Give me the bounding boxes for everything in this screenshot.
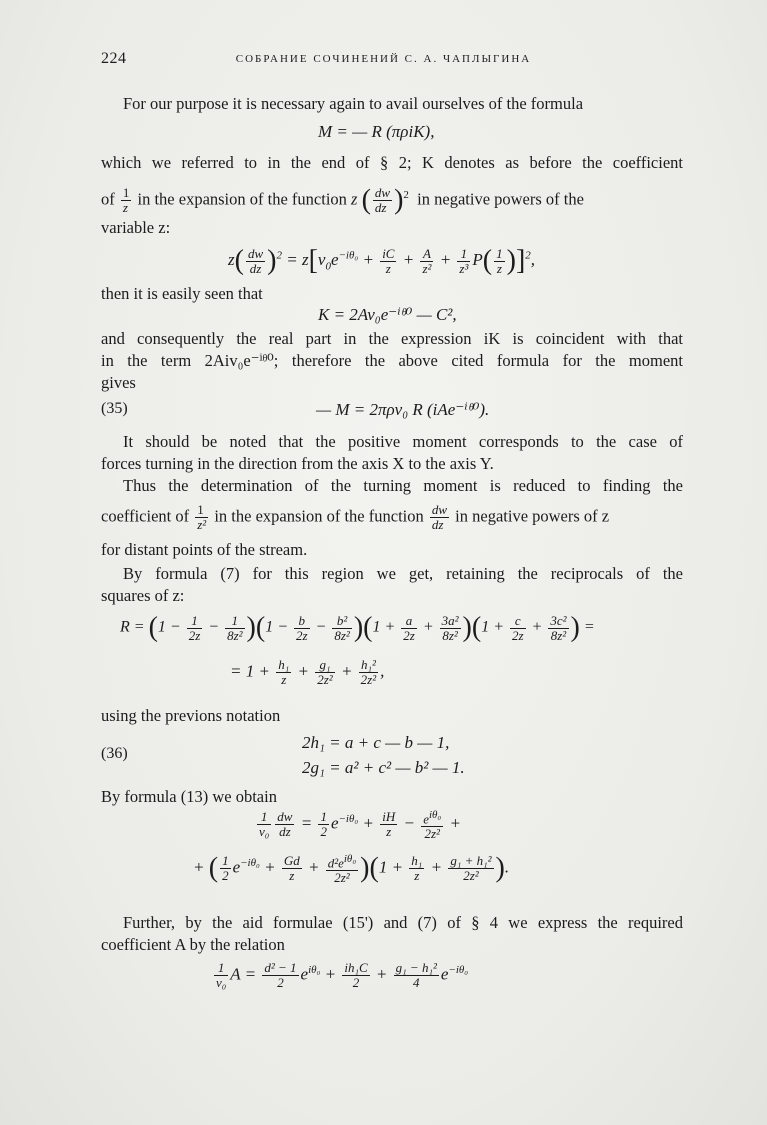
paragraph-line: squares of z: bbox=[101, 586, 185, 605]
paragraph-line: which we referred to in the end of § 2; K denotes as before the coefficient bbox=[101, 153, 683, 172]
text-fragment: in the expansion of the function bbox=[214, 506, 424, 526]
equation-expansion: z( $\frac{dw}{dz}$ )$^2 = z[v_0e^{-i\theta_0}$ + $\frac{iC}{z}$ + $\frac{A}{\text{z²}}$ + $\frac{1}{\text{z³}}$ P( $\frac{1}{z}$ )]$^2$, bbox=[228, 245, 536, 276]
equation-A: $\frac{1}{\text{v₀}}$ A = $\frac{\text{d² − 1}}{2}$ $e^{i\theta_0}$ + $\frac{\text{ih₁C}}{2}$ + $\frac{\text{g₁ − h₁²}}{4}$ $e^{-i\theta_0}$ bbox=[216, 960, 469, 990]
paragraph-line: coefficient A by the relation bbox=[101, 935, 285, 954]
equation-K: K = 2Av₀e⁻ⁱᶿ⁰ — C², bbox=[318, 305, 457, 324]
equation-36a: 2h₁ = a + c — b — 1, bbox=[302, 733, 450, 752]
equation-35: — M = 2πρv₀ R (iAe⁻ⁱᶿ⁰). bbox=[316, 400, 490, 419]
equation-R-result: = 1 + $\frac{\text{h₁}}{z}$ + $\frac{\text{g₁}}{\text{2z²}}$ + $\frac{\text{h₁²}}{\text{2z²}}$ , bbox=[230, 657, 385, 687]
paragraph-line: Thus the determination of the turning moment is reduced to finding the bbox=[123, 476, 683, 495]
equation-R: R = (1 − $\frac{1}{2z}$ − $\frac{1}{\text{8z²}}$ )(1 − $\frac{b}{2z}$ − $\frac{\text{b²}}{\text{8z²}}$ )(1 + $\frac{a}{2z}$ + $\frac{\text{3a²}}{\text{8z²}}$ )(1 + $\frac{c}{2z}$ + $\frac{\text{3c²}}{\text{8z²}}$ ) = bbox=[120, 612, 595, 643]
equation-number: (36) bbox=[101, 745, 128, 762]
page-header bbox=[0, 50, 767, 74]
paragraph-line: By formula (13) we obtain bbox=[101, 787, 277, 806]
fraction-1-over-z: $\frac{1}{z}$ bbox=[122, 185, 130, 216]
equation-moment: M = — R (πρiK), bbox=[318, 122, 435, 141]
text-fragment: coefficient of bbox=[101, 506, 190, 526]
equation-dw-dz: $\frac{1}{\text{v₀}}$ $\frac{dw}{dz}$ = $\frac{1}{2}$ $e^{-i\theta_0}$ + $\frac{iH}{z}$ − $\frac{e^{i\theta_0}}{\text{2z²}}$ + bbox=[259, 809, 461, 842]
text-fragment: in negative powers of the bbox=[417, 189, 584, 209]
paragraph-line: using the previons notation bbox=[101, 706, 281, 725]
text-fragment: of bbox=[101, 189, 115, 209]
equation-36b: 2g₁ = a² + c² — b² — 1. bbox=[302, 758, 465, 777]
running-head: СОБРАНИЕ СОЧИНЕНИЙ С. А. ЧАПЛЫГИНА bbox=[235, 53, 532, 65]
paragraph-line: It should be noted that the positive moment corresponds to the case of bbox=[123, 432, 683, 451]
equation-number: (35) bbox=[101, 400, 128, 417]
paragraph-line: forces turning in the direction from the axis X to the axis Y. bbox=[101, 454, 494, 473]
fraction-dw-dz: $\frac{dw}{dz}$ bbox=[431, 502, 448, 532]
fraction-dw-dz: $\frac{dw}{dz}$ bbox=[374, 185, 391, 216]
paragraph-line: then it is easily seen that bbox=[101, 284, 263, 303]
paragraph-line: of $\frac{1}{z}$ in the expansion of the function z ( $\frac{dw}{dz}$ )$^2$ in negative powers of the bbox=[101, 184, 584, 216]
paragraph-line bbox=[101, 503, 683, 532]
paragraph-line: for distant points of the stream. bbox=[101, 540, 308, 559]
page-number: 224 bbox=[101, 50, 127, 67]
paragraph-line: For our purpose it is necessary again to avail ourselves of the formula bbox=[123, 94, 584, 113]
equation-dw-dz-cont: + ( $\frac{1}{2}$ $e^{-i\theta_0}$ + $\frac{Gd}{z}$ + $\frac{d^2e^{i\theta_0}}{\text{2z²}}$ )(1 + $\frac{\text{h₁}}{z}$ + $\frac{\text{g₁ + h₁²}}{\text{2z²}}$ ). bbox=[193, 852, 510, 886]
fraction-1-over-z2: $\frac{1}{\text{z²}}$ bbox=[197, 502, 207, 532]
paragraph-line: in the term 2Aiv₀e⁻ⁱᶿ⁰; therefore the above cited formula for the moment bbox=[101, 351, 683, 370]
text-fragment: in negative powers of z bbox=[455, 506, 610, 526]
paragraph-line: variable z: bbox=[101, 218, 171, 237]
paragraph-line: gives bbox=[101, 373, 136, 392]
text-fragment: in the expansion of the function bbox=[137, 189, 347, 209]
paragraph-line: By formula (7) for this region we get, retaining the reciprocals of the bbox=[123, 564, 683, 583]
paragraph-line: Further, by the aid formulae (15') and (7) of § 4 we express the required bbox=[123, 913, 683, 932]
paragraph-line: and consequently the real part in the expression iK is coincident with that bbox=[101, 329, 683, 348]
